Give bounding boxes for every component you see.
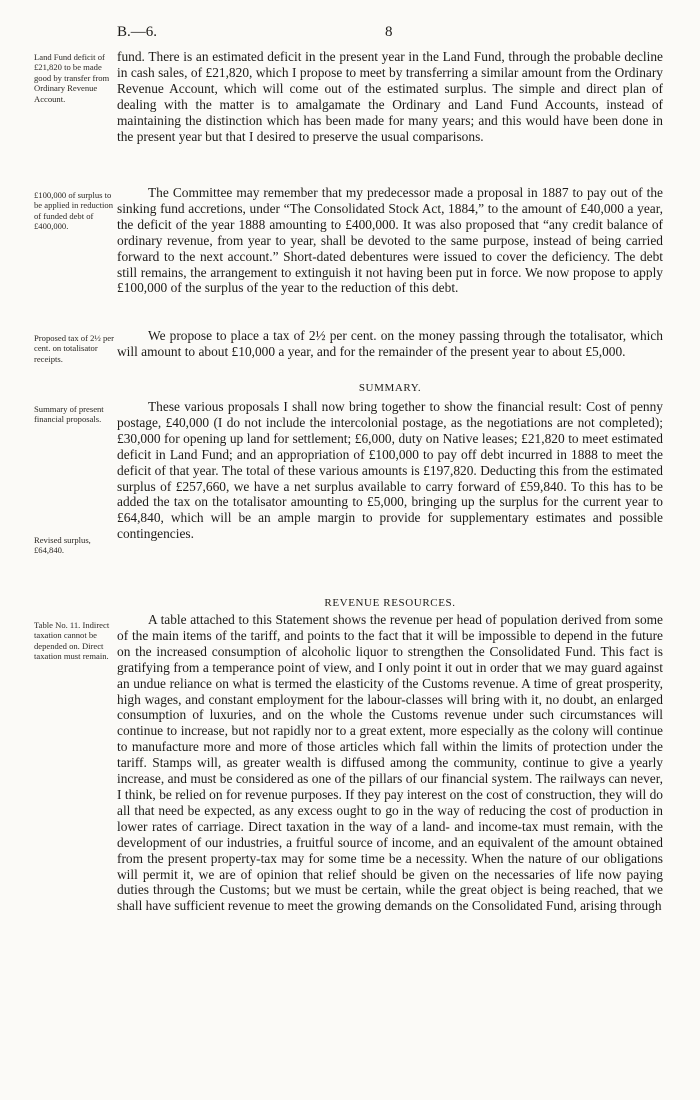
paragraph-revenue-resources xyxy=(117,612,663,914)
margin-note-totalisator: Proposed tax of 2½ per cent. on totalisator receipts. xyxy=(34,333,114,364)
paragraph-text: A table attached to this Statement shows the revenue per head of population derived from some of the main items of the tariff, and points to the fact that it will be impossible to depend in the future on the increased consumption of alcoholic liquor to strengthen the Consolidated Fund. This fact is gratifying from a temperance point of view, and I only point it out in order that we may guard against an undue reliance on what is termed the elasticity of the Customs revenue. A time of great prosperity, high wages, and constant employment for the labour-classes will bring with it, no doubt, an enlarged consumption of luxuries, and on the whole the Customs revenue under such circumstances will continue to increase, but not rapidly nor to a great extent, more especially as the colony will continue to manufacture more and more of those articles which fall within the limits of protection under the tariff. Stamps will, as greater wealth is diffused among the community, continue to give a yearly increase, and must be considered as one of the pillars of our financial system. The railways can never, I think, be relied on for revenue purposes. If they pay interest on the cost of construction, they will do all that need be expected, as any excess ought to go in the way of reducing the cost of production in lower rates of carriage. Direct taxation in the way of a land- and income-tax must remain, with the development of our industries, a fruitful source of income, and an equivalent of the amount obtained from the present property-tax may for some time be a necessity. When the nature of our obligations will permit it, we are of opinion that relief should be given on the necessaries of life now paying duties through the Customs; but we must be certain, while the great object is being reached, that we shall have sufficient revenue to meet the growing demands on the Consolidated Fund, arising through xyxy=(117,612,663,914)
paragraph-text: The Committee may remember that my predecessor made a proposal in 1887 to pay out of the sinking fund accretions, under “The Consolidated Stock Act, 1884,” to the amount of £40,000 a year, the deficit of the year 1888 amounting to £400,000. It was also proposed that “any credit balance of ordinary revenue, from year to year, shall be devoted to the same purpose, instead of being carried forward to the next account.” Short-dated debentures were issued to cover the deficiency. The debt still remains, the arrangement to extinguish it not having been put in force. We now propose to apply £100,000 of the surplus of the year to the reduction of this debt. xyxy=(117,185,663,296)
document-reference: B.—6. xyxy=(117,24,158,40)
margin-note-revised-surplus: Revised surplus, £64,840. xyxy=(34,535,91,556)
paragraph-text: We propose to place a tax of 2½ per cent. on the money passing through the totalisator, which will amount to about £10,000 a year, and for the remainder of the present year to about £5,000. xyxy=(117,328,663,359)
page-header xyxy=(0,24,700,44)
paragraph-text: fund. There is an estimated deficit in the present year in the Land Fund, through the probable decline in cash sales, of £21,820, which I propose to meet by transferring a similar amount from the Ordinary Revenue Account, which will come out of the estimated surplus. The simple and direct plan of dealing with the matter is to amalgamate the Ordinary and Land Fund Accounts, instead of maintaining the distinction which has been made for many years; and this would have been done in the present year but that I desired to preserve the usual comparisons. xyxy=(117,49,663,144)
section-heading-revenue-resources: REVENUE RESOURCES. xyxy=(324,597,456,609)
paragraph-totalisator xyxy=(117,328,663,360)
page-number: 8 xyxy=(385,24,393,40)
paragraph-summary xyxy=(117,399,663,542)
paragraph-text: These various proposals I shall now bring together to show the financial result: Cost of penny postage, £40,000 (I do not include the intercolonial postage, as the negotiations are not completed); £30,000 for opening up land for settlement; £6,000, duty on Native leases; £21,820 to meet estimated deficit in Land Fund; and an appropriation of £100,000 to pay off debt incurred in 1888 to meet the deficit of that year. The total of these various amounts is £197,820. Deducting this from the estimated surplus of £257,660, we have a net surplus available to carry forward of £59,840. To this has to be added the tax on the totalisator amounting to £5,000, bringing up the surplus for the current year to £64,840, which will be an ample margin to provide for supplementary estimates and possible contingencies. xyxy=(117,399,663,542)
margin-note-surplus: £100,000 of surplus to be applied in reduction of funded debt of £400,000. xyxy=(34,190,113,232)
margin-note-summary: Summary of present financial proposals. xyxy=(34,404,104,425)
paragraph-land-fund xyxy=(117,49,663,144)
margin-note-land-fund: Land Fund deficit of £21,820 to be made good by transfer from Ordinary Revenue Account. xyxy=(34,52,110,104)
section-heading-summary: SUMMARY. xyxy=(358,382,422,394)
paragraph-surplus xyxy=(117,185,663,296)
margin-note-table-11: Table No. 11. Indirect taxation cannot be depended on. Direct taxation must remain. xyxy=(34,620,110,662)
